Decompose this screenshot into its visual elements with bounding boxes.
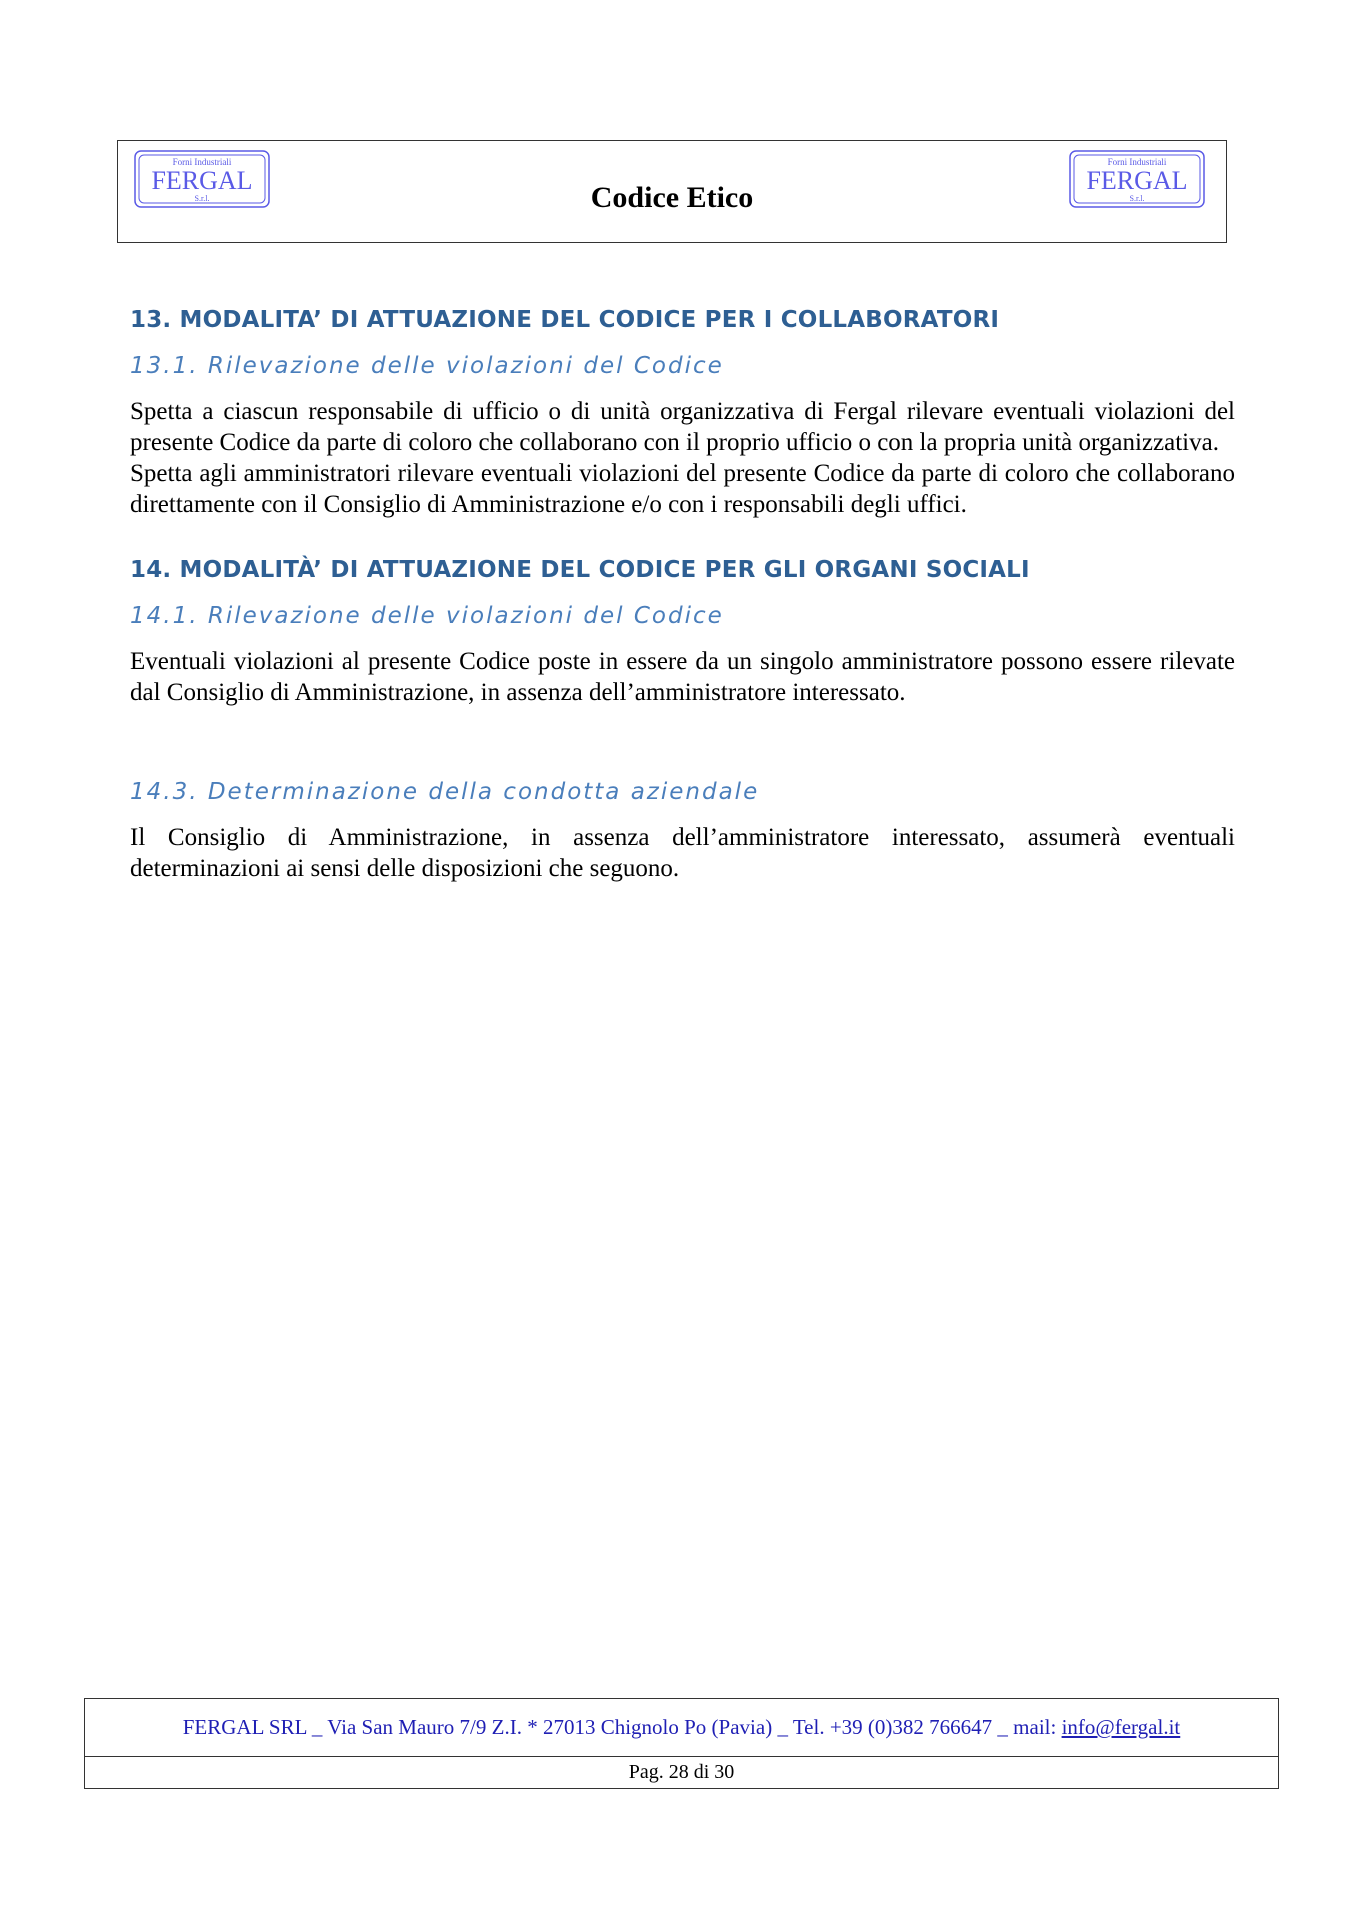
page-footer [84,1698,1279,1789]
footer-address-text: FERGAL SRL _ Via San Mauro 7/9 Z.I. * 27013 Chignolo Po (Pavia) _ Tel. +39 (0)382 766647 _ mail: [182,1715,1062,1739]
document-title: Codice Etico [590,181,754,214]
svg-text:FERGAL: FERGAL [151,166,253,195]
section-13-paragraph-2: Spetta agli amministratori rilevare eventuali violazioni del presente Codice da parte di coloro che collaborano direttamente con il Consiglio di Amministrazione e/o con i responsabili degli uffici. [130,460,1235,518]
section-14-heading: 14. MODALITÀ’ DI ATTUAZIONE DEL CODICE PER GLI ORGANI SOCIALI [130,557,1030,583]
section-14-3-subheading: 14.3. Determinazione della condotta aziendale [130,779,760,805]
svg-text:Forni Industriali: Forni Industriali [172,157,232,167]
section-13-heading: 13. MODALITA’ DI ATTUAZIONE DEL CODICE PER I COLLABORATORI [130,307,1000,333]
page-header [117,140,1227,243]
section-14-1-subheading: 14.1. Rilevazione delle violazioni del Codice [130,603,724,629]
footer-address [85,1699,1278,1757]
page-content [130,300,1235,884]
section-14-paragraph-1: Eventuali violazioni al presente Codice poste in essere da un singolo amministratore possono essere rilevate dal Consiglio di Amministrazione, in assenza dell’amministratore interessato. [130,648,1235,706]
fergal-logo-right [1068,149,1206,209]
svg-text:FERGAL: FERGAL [1086,166,1188,195]
section-14-paragraph-2: Il Consiglio di Amministrazione, in assenza dell’amministratore interessato, assumerà eventuali determinazioni ai sensi delle disposizioni che seguono. [130,824,1235,882]
page-number: Pag. 28 di 30 [628,1761,735,1783]
svg-text:Forni Industriali: Forni Industriali [1107,157,1167,167]
section-13-1-subheading: 13.1. Rilevazione delle violazioni del Codice [130,353,724,379]
section-13-paragraph-1: Spetta a ciascun responsabile di ufficio o di unità organizzativa di Fergal rilevare eventuali violazioni del presente Codice da parte di coloro che collaborano con il proprio ufficio o con la propria unità organizzativa. [130,398,1235,456]
footer-email-link[interactable]: info@fergal.it [1061,1715,1181,1739]
svg-text:S.r.l.: S.r.l. [1129,194,1145,203]
svg-text:S.r.l.: S.r.l. [194,194,210,203]
